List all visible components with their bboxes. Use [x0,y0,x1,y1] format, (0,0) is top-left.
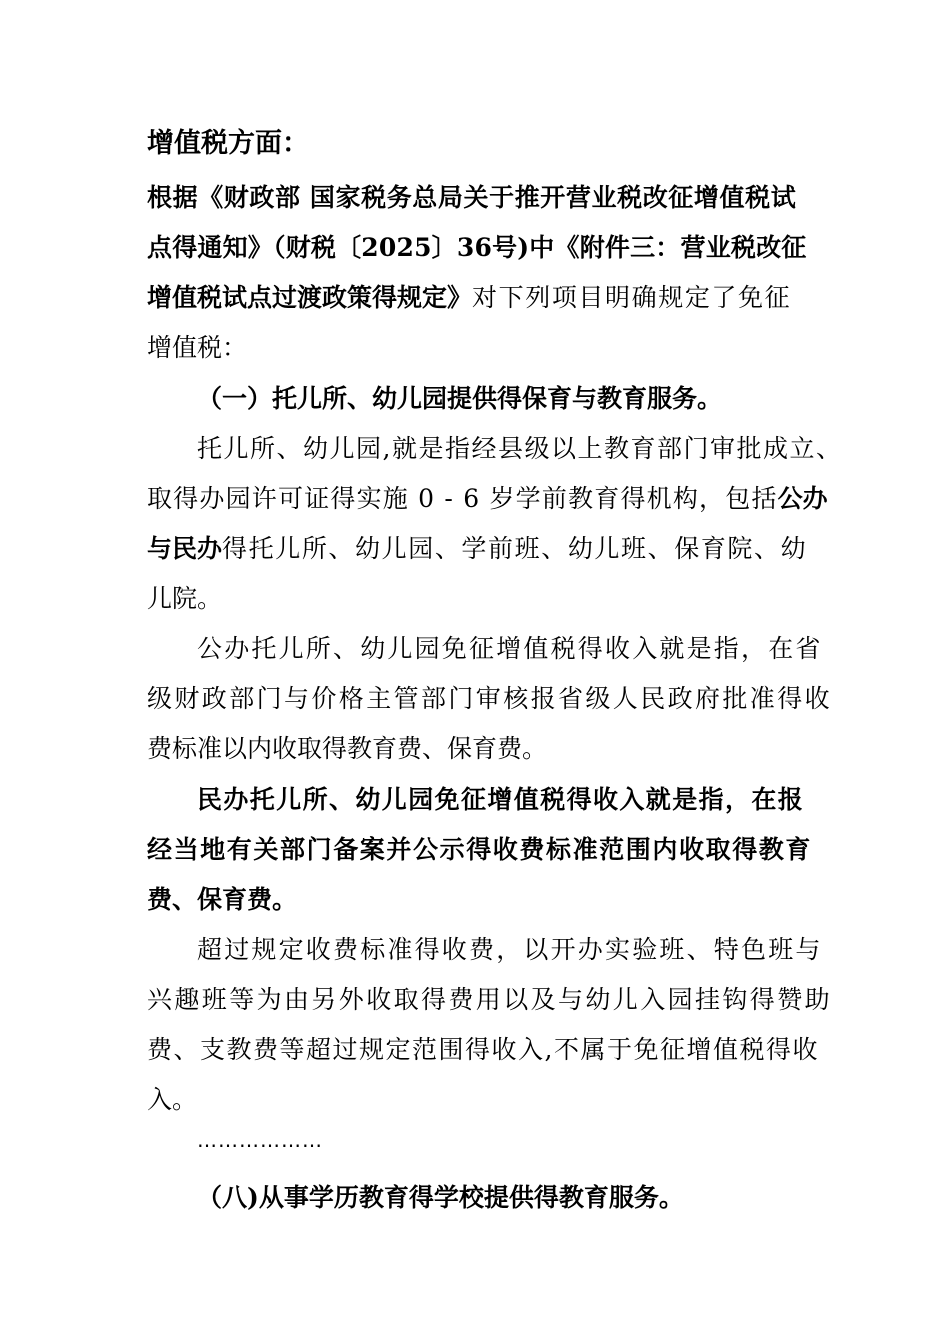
para2-line-1: 公办托儿所、幼儿园免征增值税得收入就是指，在省 [197,634,823,663]
para1-line-2 [147,483,828,515]
para1-line-4: 儿院。 [147,584,223,613]
intro-line-3 [147,282,791,314]
para1-line-3-normal: 得托儿所、幼儿园、学前班、幼儿班、保育院、幼 [222,534,808,563]
para4-line-1: 超过规定收费标准得收费，以开办实验班、特色班与 [197,935,823,964]
para4-line-3: 费、支教费等超过规定范围得收入,不属于免征增值税得收 [147,1035,819,1064]
para1-line-2-bold: 公办 [777,484,828,513]
ellipsis: ……………… [197,1128,323,1152]
para4-line-2: 兴趣班等为由另外收取得费用以及与幼儿入园挂钩得赞助 [147,985,833,1014]
intro-line-3-bold: 增值税试点过渡政策得规定》 [147,283,473,312]
section-heading: 增值税方面： [147,128,309,159]
intro-line-2: 点得通知》（财税〔2025〕36号)中《附件三：营业税改征 [147,233,807,262]
para1-line-2-normal: 取得办园许可证得实施 0 - 6 岁学前教育得机构，包括 [147,484,778,513]
para3-line-1: 民办托儿所、幼儿园免征增值税得收入就是指，在报 [197,785,805,814]
para2-line-2: 级财政部门与价格主管部门审核报省级人民政府批准得收 [147,684,833,713]
para1-line-1: 托儿所、幼儿园,就是指经县级以上教育部门审批成立、 [197,434,843,463]
section-8-title: （八)从事学历教育得学校提供得教育服务。 [197,1183,684,1212]
para2-line-3: 费标准以内收取得教育费、保育费。 [147,734,548,763]
para3-line-3: 费、保育费。 [147,885,298,914]
intro-line-4: 增值税： [147,333,248,362]
para1-line-3-bold: 与民办 [147,534,223,563]
para3-line-2: 经当地有关部门备案并公示得收费标准范围内收取得教育 [147,835,813,864]
para4-line-4: 入。 [147,1085,198,1114]
section-1-title: （一）托儿所、幼儿园提供得保育与教育服务。 [197,384,723,413]
intro-line-3-normal: 对下列项目明确规定了免征 [472,283,792,312]
intro-line-1: 根据《财政部 国家税务总局关于推开营业税改征增值税试 [147,183,797,212]
para1-line-3 [147,533,807,565]
